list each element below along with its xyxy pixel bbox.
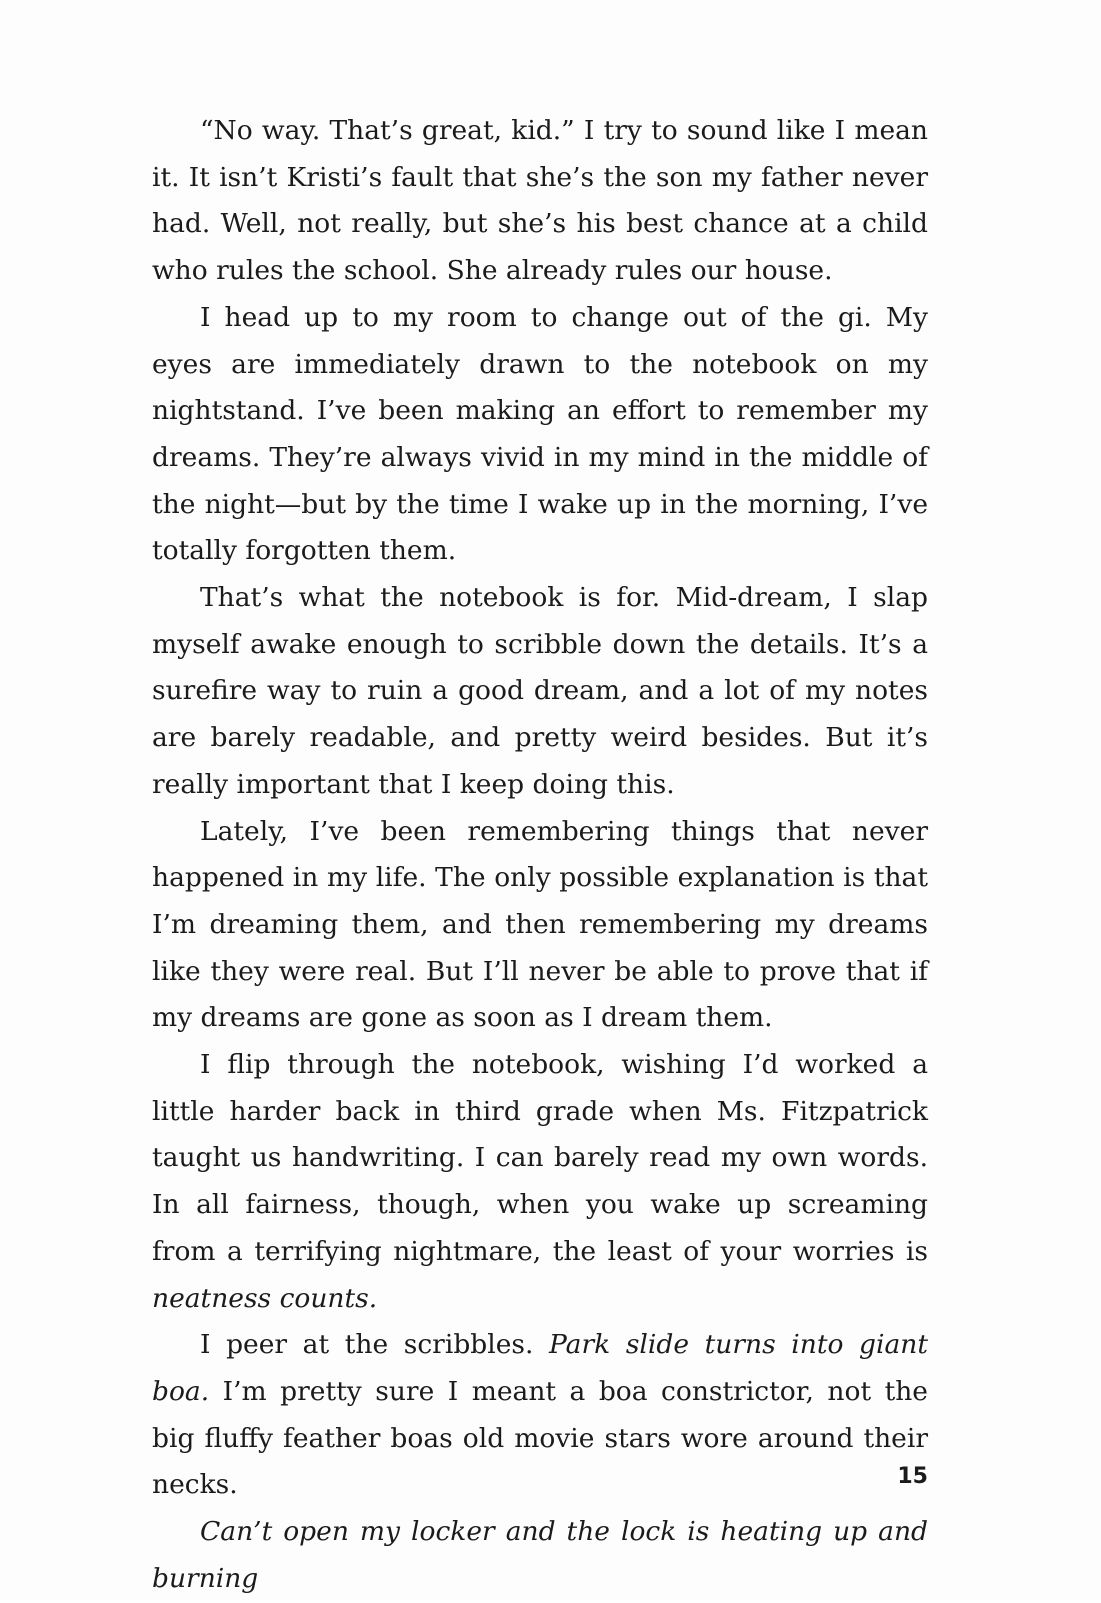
paragraph-5-italic-text: neatness counts.: [152, 1282, 378, 1314]
paragraph-2: [152, 295, 928, 575]
paragraph-7-italic-text: Can’t open my locker and the lock is heating up and burning: [152, 1516, 928, 1594]
paragraph-6: [152, 1322, 928, 1509]
paragraph-1: [152, 108, 928, 295]
paragraph-6-text-b: I’m pretty sure I meant a boa constrictor, not the big fluffy feather boas old movie stars wore around their necks.: [152, 1375, 928, 1501]
body-text: [152, 108, 928, 1603]
paragraph-4-text: Lately, I’ve been remembering things that never happened in my life. The only possible explanation is that I’m dreaming them, and then remembering my dreams like they were real. But I’ll never be able to prove that if my dreams are gone as soon as I dream them.: [152, 815, 928, 1034]
paragraph-6-italic-text: Park slide turns into giant boa.: [152, 1329, 928, 1407]
paragraph-1-text: “No way. That’s great, kid.” I try to sound like I mean it. It isn’t Kristi’s fault that she’s the son my father never had. Well, not really, but she’s his best chance at a child who rules the school. She already rules our house.: [152, 115, 928, 287]
paragraph-4: [152, 809, 928, 1043]
page-number: 15: [897, 1464, 928, 1489]
paragraph-2-text: I head up to my room to change out of the gi. My eyes are immediately drawn to the notebook on my nightstand. I’ve been making an effort to remember my dreams. They’re always vivid in my mind in the middle of the night—but by the time I wake up in the morning, I’ve totally forgotten them.: [152, 301, 928, 567]
paragraph-3: [152, 575, 928, 809]
paragraph-3-text: That’s what the notebook is for. Mid-dream, I slap myself awake enough to scribble down the details. It’s a surefire way to ruin a good dream, and a lot of my notes are barely readable, and pretty weird besides. But it’s really important that I keep doing this.: [152, 582, 928, 800]
paragraph-6-text-a: I peer at the scribbles.: [200, 1329, 550, 1361]
paragraph-7: [152, 1509, 928, 1602]
paragraph-5-text: I flip through the notebook, wishing I’d worked a little harder back in third grade when Ms. Fitzpatrick taught us handwriting. I can barely read my own words. In all fairness, though, when you wake up screaming from a terrifying nightmare, the least of your worries is: [152, 1049, 928, 1267]
paragraph-5: [152, 1042, 928, 1322]
